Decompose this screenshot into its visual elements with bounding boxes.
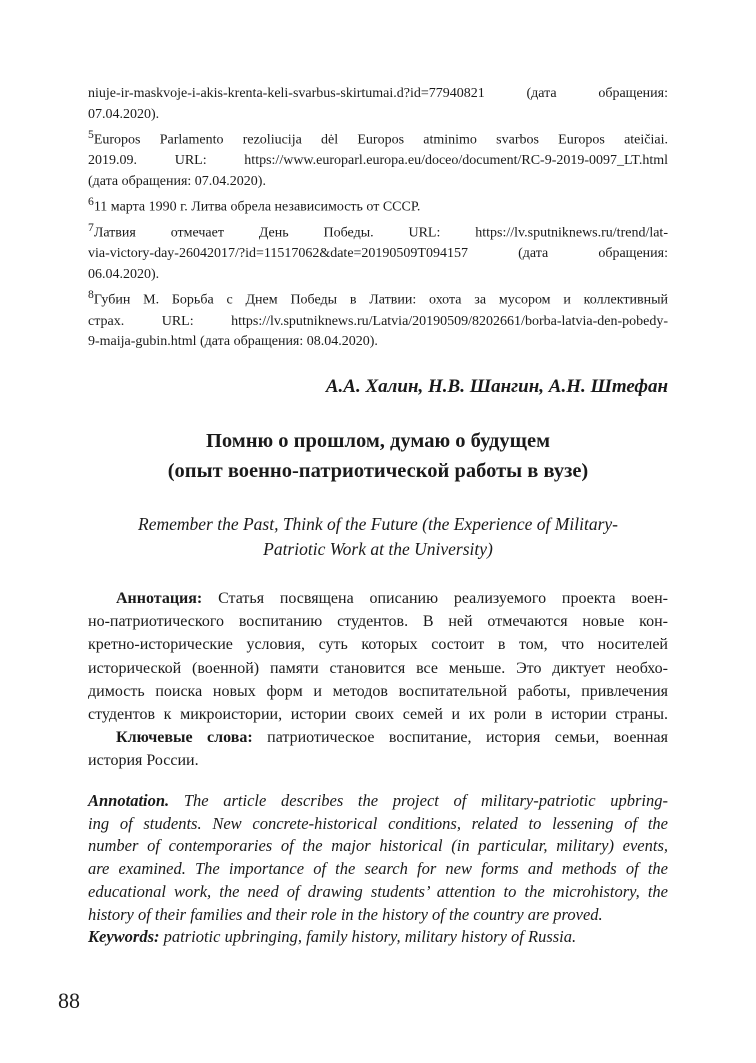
abstract-russian (88, 587, 668, 773)
annotation-text: number of contemporaries of the major historical (in particular, military) events, (88, 836, 668, 856)
footnote-text: via-victory-day-26042017/?id=11517062&date=20190509T094157 (дата обращения: (88, 246, 668, 262)
annotation-label: Annotation. (88, 791, 170, 810)
abstract-text: студентов к микроистории, истории своих семей и их роли в истории страны. (88, 706, 668, 724)
page-number: 88 (58, 988, 80, 1013)
annotation-text: ing of students. New concrete-historical conditions, related to lessening of the (88, 813, 668, 833)
article-title-english-line: Remember the Past, Think of the Future (the Experience of Military- (138, 514, 618, 534)
footnote-continuation-line: niuje-ir-maskvoje-i-akis-krenta-keli-svarbus-skirtumai.d?id=77940821 (дата обращения: (88, 86, 668, 101)
footnote-number: 8 (88, 288, 94, 302)
footnotes (88, 84, 668, 353)
footnote-text: 06.04.2020). (88, 266, 160, 282)
footnote-continuation-line: 07.04.2020). (88, 106, 160, 122)
footnote-5 (88, 125, 668, 192)
footnote-number: 5 (88, 128, 94, 141)
abstract-text: но-патриотического воспитанию студентов. В ней отмечаются новые кон- (88, 613, 668, 631)
annotation-text: are examined. The importance of the search for new forms and methods of the (88, 859, 668, 879)
abstract-text: димость поиска новых форм и методов воспитательной работы, привлечения (88, 682, 668, 700)
article-title-english (88, 512, 668, 562)
footnote-7 (88, 218, 668, 285)
footnote-text: 11 марта 1990 г. Литва обрела независимость от СССР. (93, 199, 421, 215)
footnote-text: Europos Parlamento rezoliucija dėl Europos atminimo svarbos Europos ateičiai. (93, 132, 668, 148)
abstract-text: Статья посвящена описанию реализуемого проекта воен- (218, 590, 669, 607)
footnote-text: 2019.09. URL: https://www.europarl.europa.eu/doceo/document/RC-9-2019-0097_LT.html (88, 153, 668, 169)
article-title-line: (опыт военно-патриотической работы в вузе) (167, 460, 589, 482)
footnote-text: (дата обращения: 07.04.2020). (88, 173, 266, 189)
keywords-text: патриотическое воспитание, история семьи, военная (267, 729, 669, 747)
footnote-text: Губин М. Борьба с Днем Победы в Латвии: охота за мусором и коллективный (93, 293, 668, 309)
abstract-label: Аннотация: (116, 590, 203, 607)
footnote-text: страх. URL: https://lv.sputniknews.ru/Latvia/20190509/8202661/borba-latvia-den-pobedy- (88, 313, 668, 329)
article-title-line: Помню о прошлом, думаю о будущем (205, 430, 551, 452)
annotation-text: history of their families and their role in the history of the country are proved. (88, 904, 603, 924)
annotation-text: The article describes the project of military-patriotic upbring- (183, 791, 668, 810)
page (88, 0, 668, 1063)
footnote-text: 9-maija-gubin.html (дата обращения: 08.04.2020). (88, 334, 378, 350)
footnote-number: 7 (88, 221, 94, 235)
keywords-en-text: patriotic upbringing, family history, military history of Russia. (163, 927, 577, 947)
article-authors: А.А. Халин, Н.В. Шангин, А.Н. Штефан (325, 376, 668, 397)
article-title-english-line: Patriotic Work at the University) (263, 539, 493, 559)
footnote-6 (88, 192, 668, 218)
abstract-english (88, 790, 668, 949)
abstract-text: кретно-исторические условия, суть которых состоит в том, что носителей (88, 636, 668, 654)
footnote-text: Латвия отмечает День Победы. URL: https://lv.sputniknews.ru/trend/lat- (93, 225, 668, 241)
abstract-text: исторической (военной) памяти становится все меньше. Это диктует необхо- (88, 659, 668, 677)
keywords-en-label: Keywords: (88, 927, 160, 947)
footnote-8 (88, 285, 668, 352)
annotation-text: educational work, the need of drawing students’ attention to the microhistory, the (88, 881, 668, 901)
article-title (88, 426, 668, 486)
footnote-number: 6 (88, 195, 94, 209)
keywords-text: история России. (88, 752, 199, 770)
keywords-label: Ключевые слова: (116, 729, 253, 747)
